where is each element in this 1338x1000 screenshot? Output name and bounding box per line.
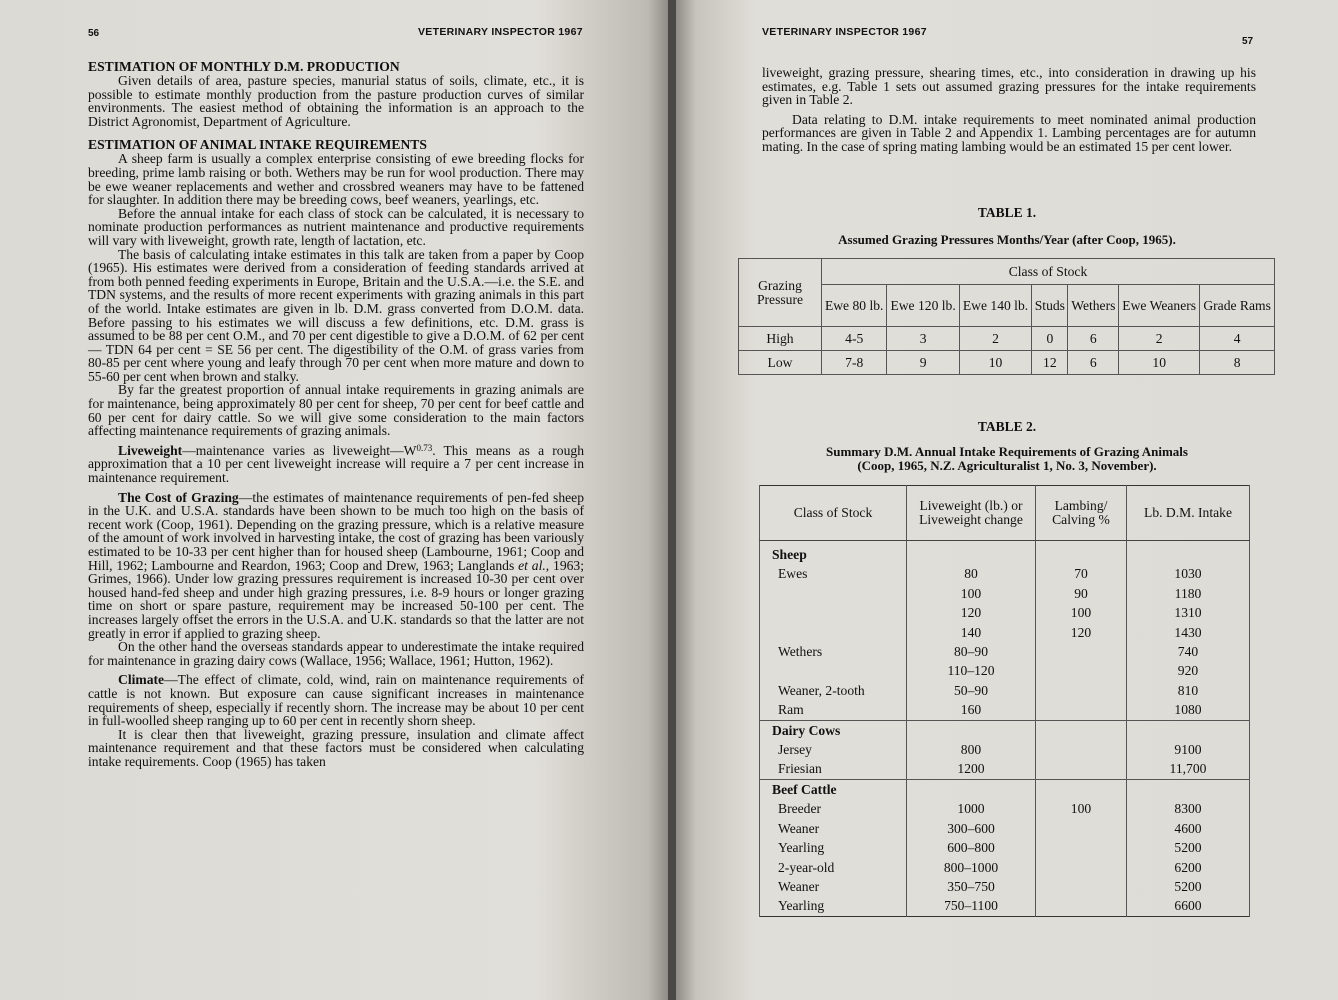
cell-lw: 110–120	[907, 661, 1036, 680]
cell-lw: 800–1000	[907, 858, 1036, 877]
group-header-class-of-stock: Class of Stock	[822, 259, 1275, 285]
table-row	[760, 759, 1250, 779]
cell-lw: 80–90	[907, 642, 1036, 661]
table-row	[760, 819, 1250, 838]
table-row: Low 7-8 9 10 12 6 10 8	[739, 351, 1275, 375]
cell-label	[760, 584, 907, 603]
cell-lw: 100	[907, 584, 1036, 603]
paragraph: A sheep farm is usually a complex enterprise consisting of ewe breeding flocks for breeding, prime lamb raising or both. Wethers may be run for wool production. There may be ewe weaner replacements and wether and crossbred weaners may have to be fattened for slaughter. In addition there may be breeding cows, beef weaners, yearlings, etc.	[88, 151, 584, 208]
table-row	[760, 603, 1250, 622]
cell-pct	[1036, 896, 1127, 916]
cell-intake: 11,700	[1127, 759, 1250, 779]
table2-body	[760, 541, 1250, 917]
right-column	[762, 66, 1256, 154]
group-label: Sheep	[760, 541, 907, 565]
cell-intake: 1030	[1127, 564, 1250, 583]
table-row	[760, 642, 1250, 661]
cell-pct	[1036, 642, 1127, 661]
paragraph: Data relating to D.M. intake requirements to meet nominated animal production performances are given in Table 2 and Appendix 1. Lambing percentages are for autumn mating. In the case of spring mating lambing would be an estimated 15 per cent lower.	[762, 111, 1256, 154]
table-row	[760, 564, 1250, 583]
lead-liveweight: Liveweight	[118, 442, 183, 458]
book-gutter	[668, 0, 676, 1000]
cell-label: Weaner, 2-tooth	[760, 681, 907, 700]
group-row	[760, 779, 1250, 799]
cell-pct: 120	[1036, 623, 1127, 642]
paragraph: By far the greatest proportion of annual intake requirements in grazing animals are for maintenance, being approximately 80 per cent for sheep, 70 per cent for beef cattle and 60 per cent for dairy cattle. So we will give some consideration to the main factors affecting maintenance requirements of grazing animals.	[88, 382, 584, 439]
cell-lw: 140	[907, 623, 1036, 642]
page-number-right: 57	[1242, 36, 1254, 47]
table-row	[760, 740, 1250, 759]
table-row	[760, 877, 1250, 896]
cell-pct: 70	[1036, 564, 1127, 583]
cell-lw: 800	[907, 740, 1036, 759]
cell-label: Breeder	[760, 799, 907, 818]
left-column	[88, 60, 584, 769]
column-header: Studs	[1032, 285, 1068, 327]
cell-label	[760, 623, 907, 642]
column-header: Class of Stock	[760, 486, 907, 541]
cell-pct	[1036, 759, 1127, 779]
row-header-grazing-pressure: Grazing Pressure	[739, 259, 822, 327]
cell-label: Friesian	[760, 759, 907, 779]
column-header: Lambing/ Calving %	[1036, 486, 1127, 541]
lead-cost-of-grazing: The Cost of Grazing	[118, 489, 239, 505]
cell-pct	[1036, 740, 1127, 759]
table2-title: TABLE 2.	[977, 419, 1037, 434]
cell-intake: 740	[1127, 642, 1250, 661]
cell-intake: 4600	[1127, 819, 1250, 838]
lead-climate: Climate	[118, 672, 165, 688]
group-label: Beef Cattle	[760, 779, 907, 799]
table-row	[760, 623, 1250, 642]
cell-label: Jersey	[760, 740, 907, 759]
cell-pct: 90	[1036, 584, 1127, 603]
cell-pct	[1036, 877, 1127, 896]
column-header: Liveweight (lb.) or Liveweight change	[907, 486, 1036, 541]
heading-intake-requirements: ESTIMATION OF ANIMAL INTAKE REQUIREMENTS	[88, 137, 427, 153]
cell-pct	[1036, 661, 1127, 680]
paragraph: Given details of area, pasture species, manurial status of soils, climate, etc., it is possible to estimate monthly production from the pasture production curves of similar environments. The easiest method of obtaining the information is an approach to the District Agronomist, Department of Agriculture.	[88, 73, 584, 129]
column-header: Grade Rams	[1200, 285, 1275, 327]
running-head-left: VETERINARY INSPECTOR 1967	[418, 26, 583, 38]
group-label: Dairy Cows	[760, 720, 907, 740]
cell-pct	[1036, 858, 1127, 877]
cell-label: Weaner	[760, 877, 907, 896]
column-header: Ewe 120 lb.	[887, 285, 959, 327]
table-row	[760, 661, 1250, 680]
grazing-pressure-table	[738, 258, 1275, 375]
cell-intake: 5200	[1127, 838, 1250, 857]
cell-pct: 100	[1036, 799, 1127, 818]
cell-intake: 8300	[1127, 799, 1250, 818]
cell-label: Ram	[760, 700, 907, 720]
cell-lw: 1200	[907, 759, 1036, 779]
page-number-left: 56	[88, 28, 100, 39]
intake-requirements-table	[759, 485, 1250, 917]
cell-intake: 1080	[1127, 700, 1250, 720]
column-header: Lb. D.M. Intake	[1127, 486, 1250, 541]
paragraph-climate: Climate—The effect of climate, cold, wind, rain on maintenance requirements of cattle is not known. But exposure can cause significant increases in maintenance requirements of sheep, especially if recently shorn. The increase may be about 10 per cent in full-woolled sheep ranging up to 60 per cent in recently shorn sheep.	[88, 672, 584, 729]
paragraph-liveweight: Liveweight—maintenance varies as $liveweight—W^{0.73}$. This means as a rough approximation that a 10 per cent liveweight increase will require a 7 per cent increase in maintenance requirement.	[88, 442, 584, 486]
cell-lw: 350–750	[907, 877, 1036, 896]
cell-label: Ewes	[760, 564, 907, 583]
cell-intake: 9100	[1127, 740, 1250, 759]
table-row	[760, 700, 1250, 720]
cell-label	[760, 603, 907, 622]
table-row	[760, 799, 1250, 818]
column-header: Wethers	[1068, 285, 1119, 327]
cell-label: Weaner	[760, 819, 907, 838]
table2-caption-line2: (Coop, 1965, N.Z. Agriculturalist 1, No. 3, November).	[857, 458, 1157, 473]
table-row	[760, 681, 1250, 700]
cell-pct	[1036, 700, 1127, 720]
cell-intake: 920	[1127, 661, 1250, 680]
cell-intake: 5200	[1127, 877, 1250, 896]
cell-pct	[1036, 681, 1127, 700]
table-row	[760, 858, 1250, 877]
cell-intake: 1430	[1127, 623, 1250, 642]
cell-label: 2-year-old	[760, 858, 907, 877]
cell-label: Yearling	[760, 896, 907, 916]
column-header: Ewe 80 lb.	[822, 285, 887, 327]
paragraph: It is clear then that liveweight, grazing pressure, insulation and climate affect maintenance requirement and that these factors must be considered when calculating intake requirements. Coop (1965) has taken	[88, 726, 584, 769]
cell-lw: 600–800	[907, 838, 1036, 857]
cell-intake: 1180	[1127, 584, 1250, 603]
paragraph: Before the annual intake for each class of stock can be calculated, it is necessary to nominate production performances as nutrient maintenance and productive requirements will vary with liveweight, growth rate, length of lactation, etc.	[88, 205, 584, 248]
running-head-right: VETERINARY INSPECTOR 1967	[762, 26, 927, 38]
paragraph-cost-of-grazing: The Cost of Grazing—the estimates of maintenance requirements of pen-fed sheep in the U.K. and U.S.A. standards have been shown to be much too high on the basis of recent work (Coop, 1961). Depending on the grazing pressure, which is a relative measure of the amount of work involved in harvesting intake, the cost of grazing has been variously estimated to be 10-33 per cent higher than for housed sheep (Lambourne, 1961; Coop and Hill, 1962; Lambourne and Reardon, 1963; Coop and Drew, 1963; Langlands et al., 1963; Grimes, 1966). Under low grazing pressures requirement is increased 10-30 per cent over housed hand-fed sheep and under high grazing pressures, i.e. 8-9 hours or longer grazing time on short or spare pasture, requirement may be increased 50-100 per cent. The increases largely offset the errors in the U.S.A. and U.K. standards so that the latter are not greatly in error if applied to grazing sheep.	[88, 489, 584, 641]
table-row	[760, 584, 1250, 603]
cell-pct	[1036, 838, 1127, 857]
cell-lw: 300–600	[907, 819, 1036, 838]
paragraph: liveweight, grazing pressure, shearing times, etc., into consideration in drawing up his estimates, e.g. Table 1 sets out assumed grazing pressures for the intake requirements given in Table 2.	[762, 65, 1256, 108]
group-row	[760, 720, 1250, 740]
table-row	[760, 896, 1250, 916]
cell-lw: 50–90	[907, 681, 1036, 700]
cell-lw: 80	[907, 564, 1036, 583]
cell-intake: 1310	[1127, 603, 1250, 622]
cell-lw: 1000	[907, 799, 1036, 818]
table1-caption: Assumed Grazing Pressures Months/Year (after Coop, 1965).	[838, 232, 1176, 247]
cell-lw: 750–1100	[907, 896, 1036, 916]
cell-intake: 810	[1127, 681, 1250, 700]
table1-title: TABLE 1.	[977, 205, 1037, 220]
cell-pct	[1036, 819, 1127, 838]
paragraph: On the other hand the overseas standards appear to underestimate the intake required for maintenance in grazing dairy cows (Wallace, 1956; Wallace, 1961; Hutton, 1962).	[88, 639, 584, 668]
cell-intake: 6200	[1127, 858, 1250, 877]
cell-lw: 160	[907, 700, 1036, 720]
table-row	[760, 838, 1250, 857]
cell-pct: 100	[1036, 603, 1127, 622]
cell-label: Yearling	[760, 838, 907, 857]
cell-label	[760, 661, 907, 680]
cell-label: Wethers	[760, 642, 907, 661]
column-header: Ewe 140 lb.	[959, 285, 1031, 327]
table2-caption-line1: Summary D.M. Annual Intake Requirements of Grazing Animals	[826, 444, 1188, 459]
cell-lw: 120	[907, 603, 1036, 622]
paragraph: The basis of calculating intake estimates in this talk are taken from a paper by Coop (1965). His estimates were derived from a consideration of feeding standards arrived at from both penned feeding experiments in Europe, Britain and the U.S.A.—i.e. the S.E. and TDN systems, and the results of more recent experiments with grazing animals in this part of the world. Intake estimates are given in lb. D.M. grass converted from D.O.M. data. Before passing to his estimates we will discuss a few definitions, etc. D.M. grass is assumed to be 88 per cent O.M., and 70 per cent digestible to give a D.O.M. of 62 per cent — TDN 64 per cent = SE 56 per cent. The digestibility of the O.M. of grass varies from 80-85 per cent where young and leafy through 70 per cent when more mature and down to 55-60 per cent when brown and stalky.	[88, 246, 584, 384]
column-header: Ewe Weaners	[1119, 285, 1200, 327]
heading-monthly-dm: ESTIMATION OF MONTHLY D.M. PRODUCTION	[88, 59, 400, 74]
cell-intake: 6600	[1127, 896, 1250, 916]
group-row	[760, 541, 1250, 565]
table-row: High 4-5 3 2 0 6 2 4	[739, 327, 1275, 351]
